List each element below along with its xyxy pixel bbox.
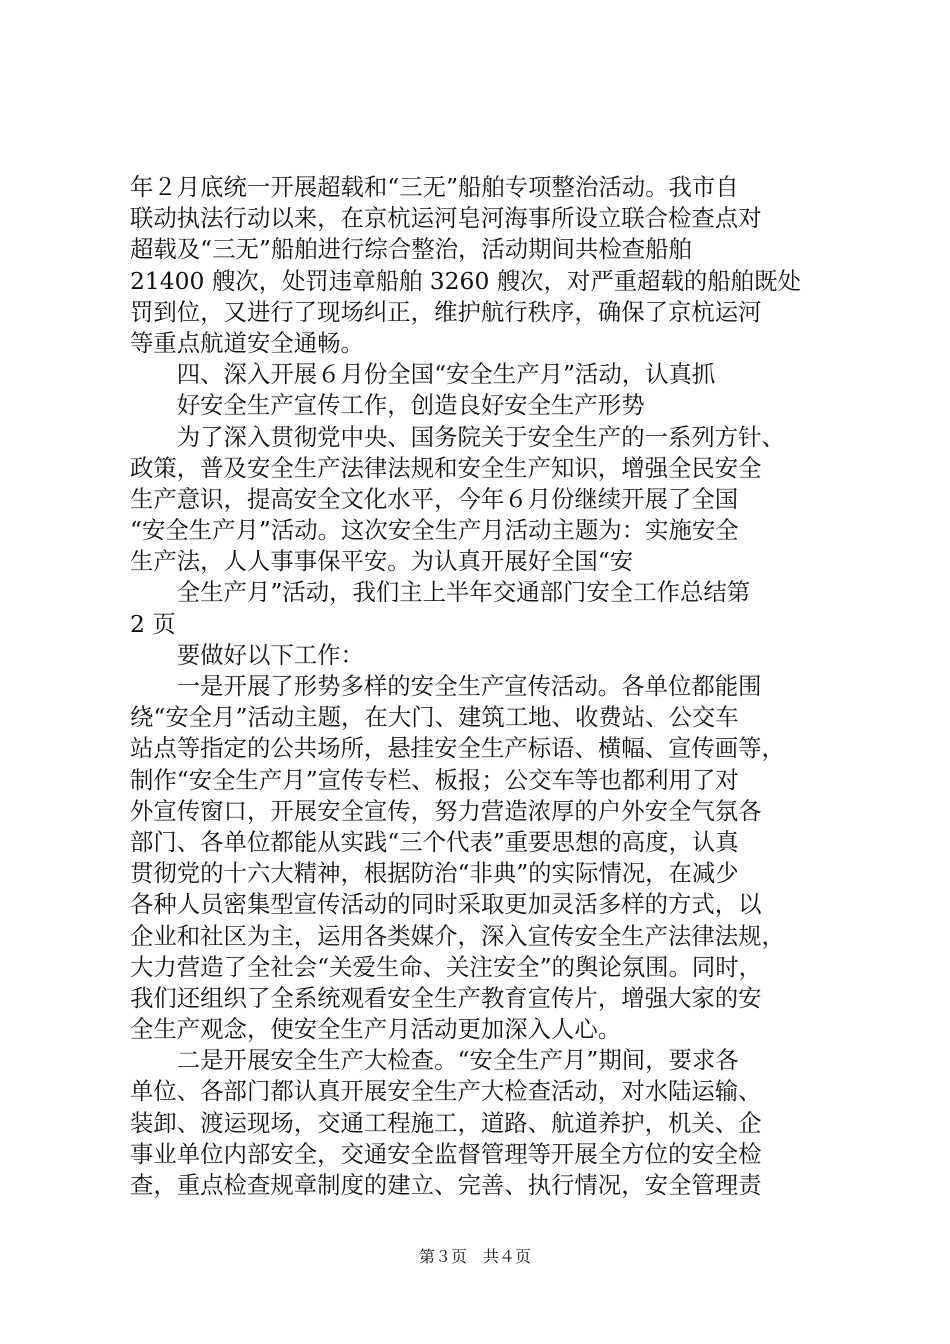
text-line: 为了深入贯彻党中央、国务院关于安全生产的一系列方针、 <box>130 422 785 451</box>
text-line: 大力营造了全社会“关爱生命、关注安全”的舆论氛围。同时， <box>130 952 763 981</box>
text-line: 生产法，人人事事保平安。为认真开展好全国“安 <box>130 547 634 576</box>
text-line: 要做好以下工作： <box>130 640 364 669</box>
text-line: 企业和社区为主，运用各类媒介，深入宣传安全生产法律法规， <box>130 921 785 950</box>
text-line: 联动执法行动以来，在京杭运河皂河海事所设立联合检查点对 <box>130 204 762 233</box>
section-heading-line: 好安全生产宣传工作，创造良好安全生产形势 <box>130 391 645 420</box>
text-line: 部门、各单位都能从实践“三个代表”重要思想的高度，认真 <box>130 827 739 856</box>
text-line: 21400 艘次，处罚违章船舶 3260 艘次，对严重超载的船舶既处 <box>130 266 801 295</box>
text-line: 全生产观念，使安全生产月活动更加深入人心。 <box>130 1015 622 1044</box>
page-footer: 第３页 共４页 <box>418 1247 531 1266</box>
text-line: 二是开展安全生产大检查。“安全生产月”期间，要求各 <box>130 1046 739 1075</box>
text-line: 一是开展了形势多样的安全生产宣传活动。各单位都能围 <box>130 672 762 700</box>
section-heading-line: 四、深入开展６月份全国“安全生产月”活动，认真抓 <box>130 360 716 389</box>
text-line: 外宣传窗口，开展安全宣传，努力营造浓厚的户外安全气氛各 <box>130 796 762 825</box>
text-line: 超载及“三无”船舶进行综合整治，活动期间共检查船舶 <box>130 235 692 264</box>
text-line: 贯彻党的十六大精神，根据防治“非典”的实际情况，在减少 <box>130 859 739 888</box>
text-line: 事业单位内部安全，交通安全监督管理等开展全方位的安全检 <box>130 1139 762 1168</box>
text-line: 绕“安全月”活动主题，在大门、建筑工地、收费站、公交车 <box>130 703 739 732</box>
text-line: 制作“安全生产月”宣传专栏、板报；公交车等也都利用了对 <box>130 765 739 794</box>
text-line: 年２月底统一开展超载和“三无”船舶专项整治活动。我市自 <box>130 173 739 201</box>
text-line: 全生产月”活动，我们主上半年交通部门安全工作总结第 <box>130 578 751 607</box>
text-line: 等重点航道安全通畅。 <box>130 328 364 357</box>
text-line: 查，重点检查规章制度的建立、完善、执行情况，安全管理责 <box>130 1171 762 1199</box>
text-line: 罚到位，又进行了现场纠正，维护航行秩序，确保了京杭运河 <box>130 297 762 326</box>
text-line: 各种人员密集型宣传活动的同时采取更加灵活多样的方式，以 <box>130 890 762 919</box>
text-line: 生产意识，提高安全文化水平，今年６月份继续开展了全国 <box>130 484 739 513</box>
text-line: 政策，普及安全生产法律法规和安全生产知识，增强全民安全 <box>130 453 762 482</box>
text-line: 装卸、渡运现场，交通工程施工，道路、航道养护，机关、企 <box>130 1108 762 1137</box>
text-line: 站点等指定的公共场所，悬挂安全生产标语、横幅、宣传画等， <box>130 734 785 763</box>
text-line: 我们还组织了全系统观看安全生产教育宣传片，增强大家的安 <box>130 983 762 1012</box>
text-line: 2 页 <box>130 609 176 638</box>
text-line: “安全生产月”活动。这次安全生产月活动主题为：实施安全 <box>130 516 739 545</box>
document-body <box>130 172 830 1201</box>
text-line: 单位、各部门都认真开展安全生产大检查活动，对水陆运输、 <box>130 1077 762 1106</box>
